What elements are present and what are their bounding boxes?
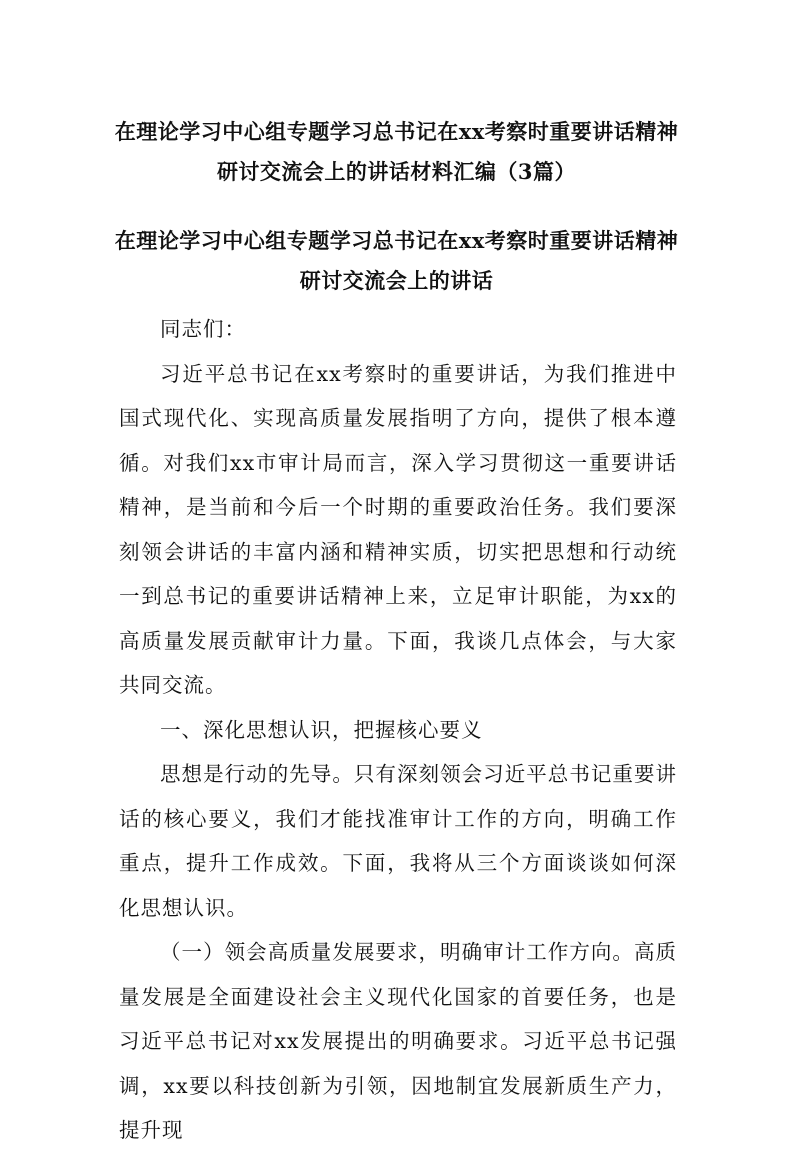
document-title: 在理论学习中心组专题学习总书记在xx考察时重要讲话精神研讨交流会上的讲话材料汇编（3篇） — [114, 119, 679, 184]
body-paragraph: 习近平总书记在xx考察时的重要讲话，为我们推进中国式现代化、实现高质量发展指明了方向，提供了根本遵循。对我们xx市审计局而言，深入学习贯彻这一重要讲话精神，是当前和今后一个时期的重要政治任务。我们要深刻领会讲话的丰富内涵和精神实质，切实把思想和行动统一到总书记的重要讲话精神上来，立足审计职能，为xx的高质量发展贡献审计力量。下面，我谈几点体会，与大家共同交流。 — [119, 361, 677, 697]
speech-title: 在理论学习中心组专题学习总书记在xx考察时重要讲话精神研讨交流会上的讲话 — [114, 228, 679, 293]
subsection-paragraph: （一）领会高质量发展要求，明确审计工作方向。高质量发展是全面建设社会主义现代化国家的首要任务，也是习近平总书记对xx发展提出的明确要求。习近平总书记强调，xx要以科技创新为引领，因地制宜发展新质生产力，提升现 — [119, 940, 677, 1142]
salutation: 同志们： — [160, 317, 246, 341]
body-paragraph: 思想是行动的先导。只有深刻领会习近平总书记重要讲话的核心要义，我们才能找准审计工作的方向，明确工作重点，提升工作成效。下面，我将从三个方面谈谈如何深化思想认识。 — [119, 762, 677, 920]
document-body — [119, 307, 677, 1153]
section-heading: 一、深化思想认识，把握核心要义 — [160, 717, 483, 742]
